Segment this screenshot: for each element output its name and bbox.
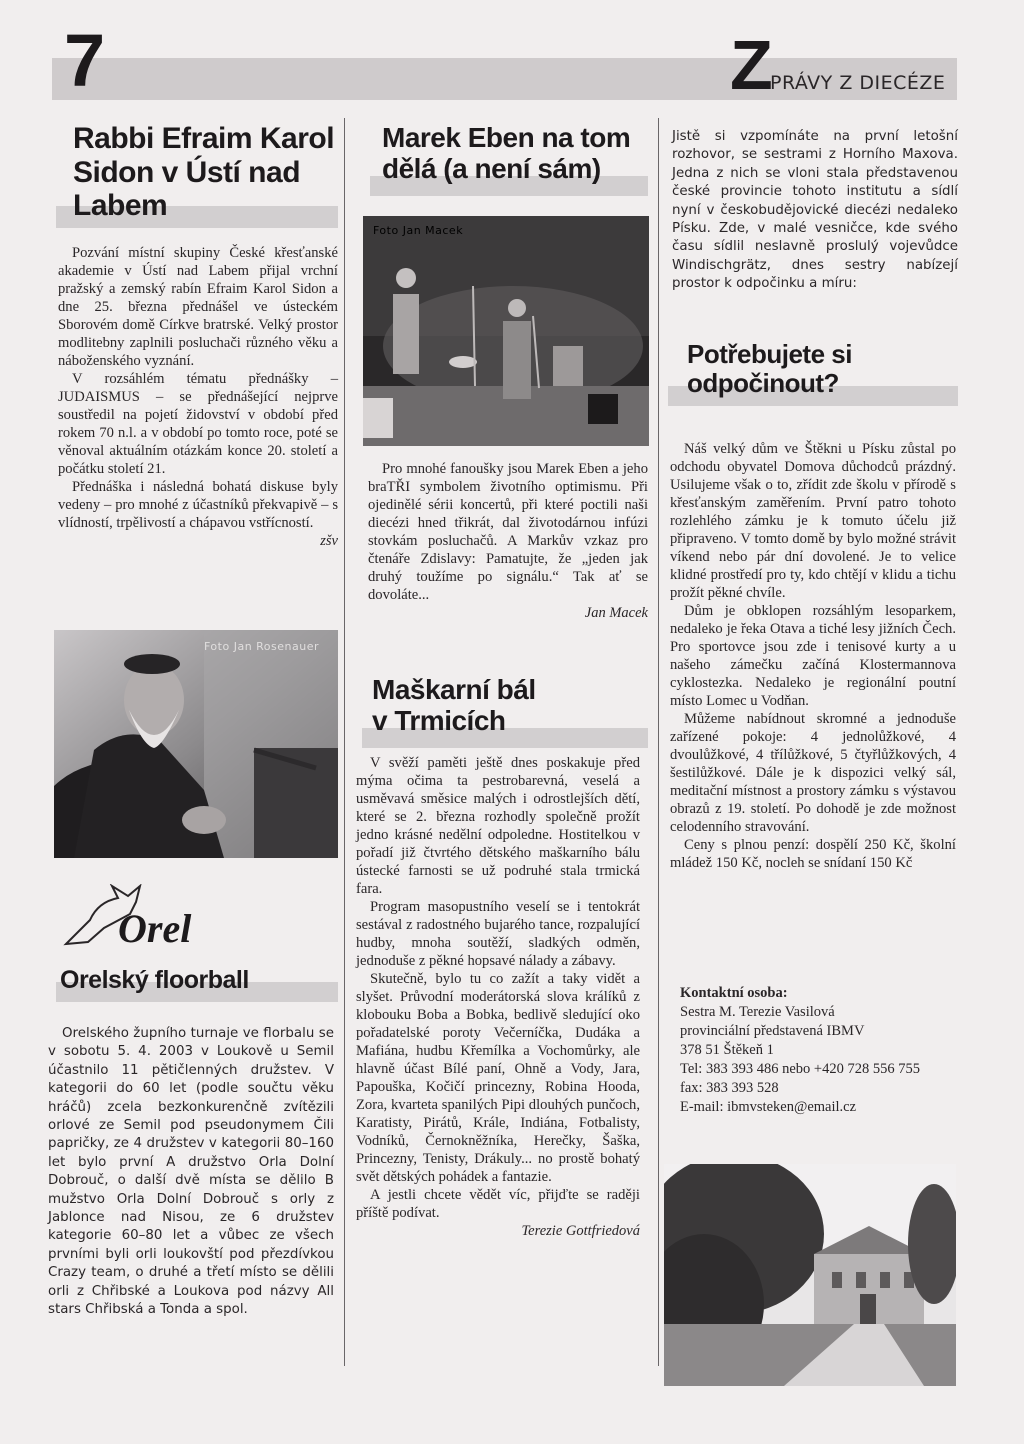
signature: zšv	[320, 533, 338, 549]
headline-rest: Potřebujete si odpočinout?	[687, 339, 852, 399]
article-floorball-body: Orelského župního turnaje ve florbalu se v sobotu 5. 4. 2003 v Loukově u Semil účastnilo 11 pětičlenných družstev. V kategorii do 60 let (podle součtu věku hráčů) zcela bezkonkurenčně zvítězili orlové ze Semil pod pseudonymem Čili papričky, ze 4 družstev v kategorii 80–160 let bylo první A družstvo Orla Dolní Dobrouč, o další dvě místa se dělilo B mužstvo Orla Dolní Dobrouč s orly z Jablonce nad Nisou, ze 6 družstev kategorie 60–80 let a vůbec ze všech prvními byli orli loukovští pod přezdívkou Crazy team, o druhé a třetí místo se dělili orli z Chřibské a Loukova pod názvy All stars Chřibská a Tonda a spol.	[48, 1026, 334, 1318]
photo-chateau	[664, 1164, 956, 1386]
section-logo-letter: Z	[730, 26, 773, 104]
contact-line: Tel: 383 393 486 nebo +420 728 556 755	[680, 1061, 920, 1077]
headline-bal: Maškarní bál v Trmicích	[372, 674, 536, 737]
photo-credit: Foto Jan Macek	[373, 224, 464, 237]
contact-label: Kontaktní osoba:	[680, 985, 788, 1001]
photo-credit: Foto Jan Rosenauer	[204, 640, 320, 653]
article-bal-body: V svěží paměti ještě dnes poskakuje před mýma očima ta pestrobarevná, veselá a usměvavá směsice malých i odrostlejších dětí, které se 2. března rozhodly společně prožít jedno krásné nedělní odpoledne. Hostitelkou v pořadí již čtvrtého dětského maškarního bálu ústecké farnosti se už podruhé stala trmická fara. Program masopustního veselí se i tentokrát sestával z radostného bujarého tance, rozpalující hudby, mnoha soutěží, sladkých odměn, jednoduše z pěkné hopsavé nálady a zábavy. Skutečně, bylo tu co zažít a taky vidět a slyšet. Průvodní moderátorská slova králíků z klobouku Boba a Bobka, bedlivě sledující oko pořadatelské poroty Večerníčka, Dudáka a Mafiána, hudbu Křemílka a Vochomůrky, ale hlavně účast Bílé paní, Ohně a Vody, Jara, Papouška, Kočičí princezny, Robina Hooda, Zora, kvarteta spanilých Pipi dlouhých punčoch, Karatisty, Pirátů, Krále, Indiána, Fotbalisty, Vodníků, Černokněžníka, Herečky, Šaška, Princezny, Tenisty, Drákuly... no prostě bohatý svět dětských pohádek a fantazie. A jestli chcete vědět víc, přijďte se raději příště podívat. Terezie Gottfriedová	[356, 755, 640, 1239]
signature: Terezie Gottfriedová	[521, 1223, 640, 1239]
contact-email[interactable]: E-mail: ibmvsteken@email.cz	[680, 1099, 857, 1115]
headline-sidon: Rabbi Efraim Karol Sidon v Ústí nad Labem	[73, 122, 335, 223]
contact-line: 378 51 Štěkeň 1	[680, 1042, 774, 1058]
headline-eben: Marek Eben na tom dělá (a není sám)	[382, 122, 631, 185]
photo-concert	[363, 216, 649, 446]
contact-line: provinciální představená IBMV	[680, 1023, 865, 1039]
article-eben-body: Pro mnohé fanoušky jsou Marek Eben a jeho braTŘI symbolem životního optimismu. Při ojedinělé sérii koncertů, při které poctili naši diecézi hned třikrát, dal životodárnou infúzi stovkám posluchačů. A Markův vzkaz pro čtenáře Zdislavy: Pamatujte, že „jeden jak druhý toužíme po signálu.“ Tak ať se dovoláte... Jan Macek	[368, 461, 648, 621]
contact-box	[680, 984, 960, 1117]
contact-line: fax: 383 393 528	[680, 1080, 779, 1096]
orel-logo	[58, 884, 258, 954]
article-rest-intro: Jistě si vzpomínáte na první letošní rozhovor, se sestrami z Horního Maxova. Jedna z nich se vloni stala představenou české provincie tohoto institutu a sídlí nyní v českobudějovické diecézi nedaleko Písku. Zde, v malé vesničce, kde svého času sídlil neslavně proslulý vojevůdce Windischgrätz, dnes sestry nabízejí prostor k odpočinku a míru:	[672, 129, 958, 292]
article-sidon-body: Pozvání místní skupiny České křesťanské akademie v Ústí nad Labem přijal vrchní pražský a zemský rabín Efraim Karol Sidon a dne 25. března přednášel ve ústeckém Sborovém domě Církve bratrské. Velký prostor modlitebny zaplnili posluchači různého věku a náboženského vyznání. V rozsáhlém tématu přednášky – JUDAISMUS – se přednášející nejprve soustředil na pojetí židovství v období před rokem 70 n.l. a v období po tomto roce, poté se věnoval aktuálním otázkám konce 20. století a počátku století 21. Přednáška i následná bohatá diskuse byly vedeny – pro mnohé z účastníků překvapivě – s vlídností, trpělivostí a chápavou vstřícností. zšv	[58, 245, 338, 549]
page-number: 7	[64, 19, 106, 102]
signature: Jan Macek	[584, 605, 648, 621]
section-logo-text: PRÁVY Z DIECÉZE	[770, 72, 946, 94]
column-rule-left	[344, 118, 345, 1366]
article-rest-body: Náš velký dům ve Štěkni u Písku zůstal po odchodu obyvatel Domova důchodců prázdný. Usilujeme však o to, zřídit zde školu v přírodě s křesťanským zaměřením. První patro tohoto rozlehlého zámku je k tomuto účelu již připraveno. V tomto domě by bylo možné strávit víkend nebo pár dní dovolené. Je to velice klidné prostředí pro ty, kdo chtějí v klidu a tichu prožít pěkné chvíle. Dům je obklopen rozsáhlým lesoparkem, nedaleko je řeka Otava a tiché lesy jižních Čech. Pro sportovce jsou zde i tenisové kurty a u našeho zámečku začíná Klostermannova cyklostezka. Nedaleko je regionální poutní místo Lomec u Vodňan. Můžeme nabídnout skromné a jednoduše zařízené pokoje: 4 jednolůžkové, 4 dvoulůžkové, 4 třílůžkové, 5 čtyřlůžkových, 4 šestilůžkové. Dále je k dispozici velký sál, meditační místnost a prostory zámku s výstavou obrazů z 19. století. Po dohodě je zde možnost celodenního stravování. Ceny s plnou penzí: dospělí 250 Kč, školní mládež 150 Kč, nocleh se snídaní 150 Kč	[670, 441, 956, 871]
column-rule-right	[658, 118, 659, 1366]
headline-floorball: Orelský floorball	[60, 966, 249, 994]
svg-text:Orel: Orel	[118, 906, 192, 951]
contact-line: Sestra M. Terezie Vasilová	[680, 1004, 835, 1020]
photo-rabbi-sidon	[54, 630, 338, 858]
